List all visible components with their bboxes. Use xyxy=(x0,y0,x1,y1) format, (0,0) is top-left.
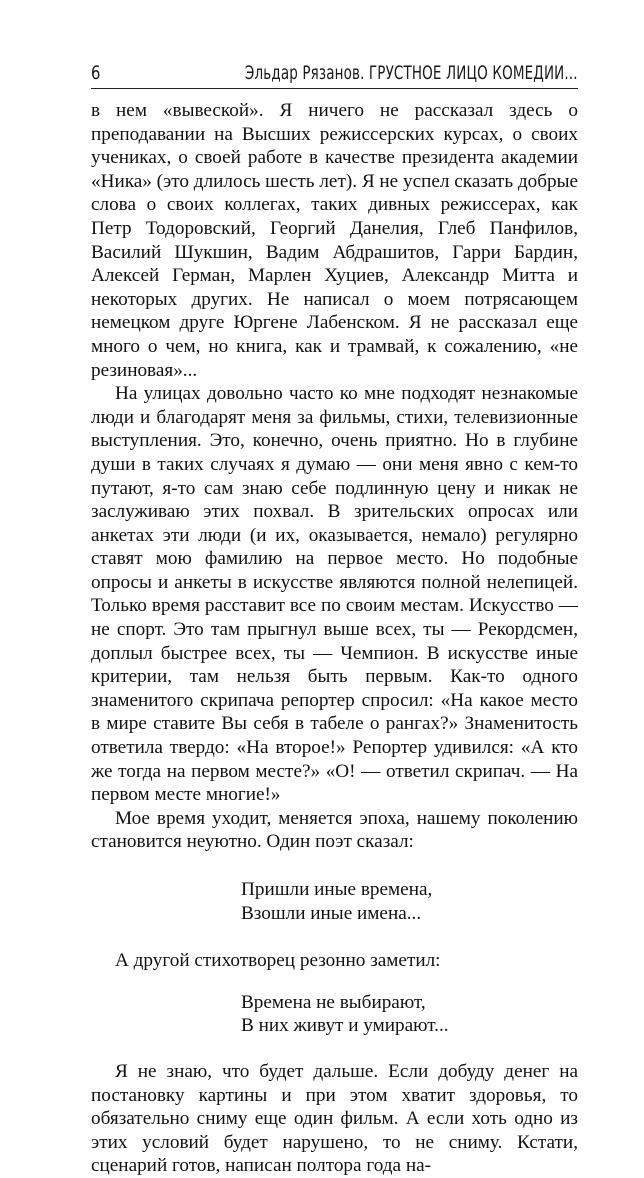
verse-quote xyxy=(91,991,578,1038)
page-number: 6 xyxy=(91,62,101,84)
verse-line: Пришли иные времена, xyxy=(241,879,433,900)
paragraph: Мое время уходит, меняется эпоха, нашему поколению становится неуютно. Один поэт сказал: xyxy=(91,807,578,853)
verse-line: Взошли иные имена... xyxy=(241,902,422,924)
running-title: Эльдар Рязанов. ГРУСТНОЕ ЛИЦО КОМЕДИИ... xyxy=(245,62,578,84)
page-body xyxy=(91,99,578,1178)
verse-quote xyxy=(91,878,578,925)
verse-line: Времена не выбирают, xyxy=(241,991,426,1013)
running-header xyxy=(91,58,578,89)
paragraph: На улицах довольно часто ко мне подходят незнакомые люди и благодарят меня за фильмы, стихи, телевизионные выступления. Это, конечно, очень приятно. Но в глубине души в таких случаях я думаю — они меня явно с кем-то путают, я-то сам знаю себе подлинную цену и никак не заслуживаю этих похвал. В зрительских опросах или анкетах эти люди (и их, оказывается, немало) регулярно ставят мою фамилию на первое место. Но подобные опросы и анкеты в искусстве являются полной нелепицей. Только время расставит все по своим местам. Искусство — не спорт. Это там прыгнул выше всех, ты — Рекордсмен, доплыл быстрее всех, ты — Чемпион. В искусстве иные критерии, там нельзя быть первым. Как-то одного знаменитого скрипача репортер спросил: «На какое место в мире ставите Вы себя в табеле о рангах?» Знаменитость ответила твердо: «На второе!» Репортер удивился: «А кто же тогда на первом месте?» «О! — ответил скрипач. — На первом месте многие!» xyxy=(91,383,578,806)
verse-line: В них живут и умирают... xyxy=(241,1015,449,1037)
paragraph: А другой стихотворец резонно заметил: xyxy=(115,950,441,972)
paragraph: Я не знаю, что будет дальше. Если добуду денег на постановку картины и при этом хватит здоровья, то обязательно сниму еще один фильм. А если хоть одно из этих условий будет нарушено, то не сниму. Кстати, сценарий готов, написан полтора года на- xyxy=(91,1060,578,1177)
paragraph-continued: в нем «вывеской». Я ничего не рассказал здесь о преподавании на Высших режиссерских курсах, о своих учениках, о своей работе в качестве президента академии «Ника» (это длилось шесть лет). Я не успел сказать добрые слова о своих коллегах, таких дивных режиссерах, как Петр Тодоровский, Георгий Данелия, Глеб Панфилов, Василий Шукшин, Вадим Абдрашитов, Гарри Бардин, Алексей Герман, Марлен Хуциев, Александр Митта и некоторых других. Не написал о моем потрясающем немецком друге Юргене Лабенском. Я не рассказал еще много о чем, но книга, как и трамвай, к сожалению, «не резиновая»... xyxy=(91,100,578,381)
book-page xyxy=(91,58,578,1177)
